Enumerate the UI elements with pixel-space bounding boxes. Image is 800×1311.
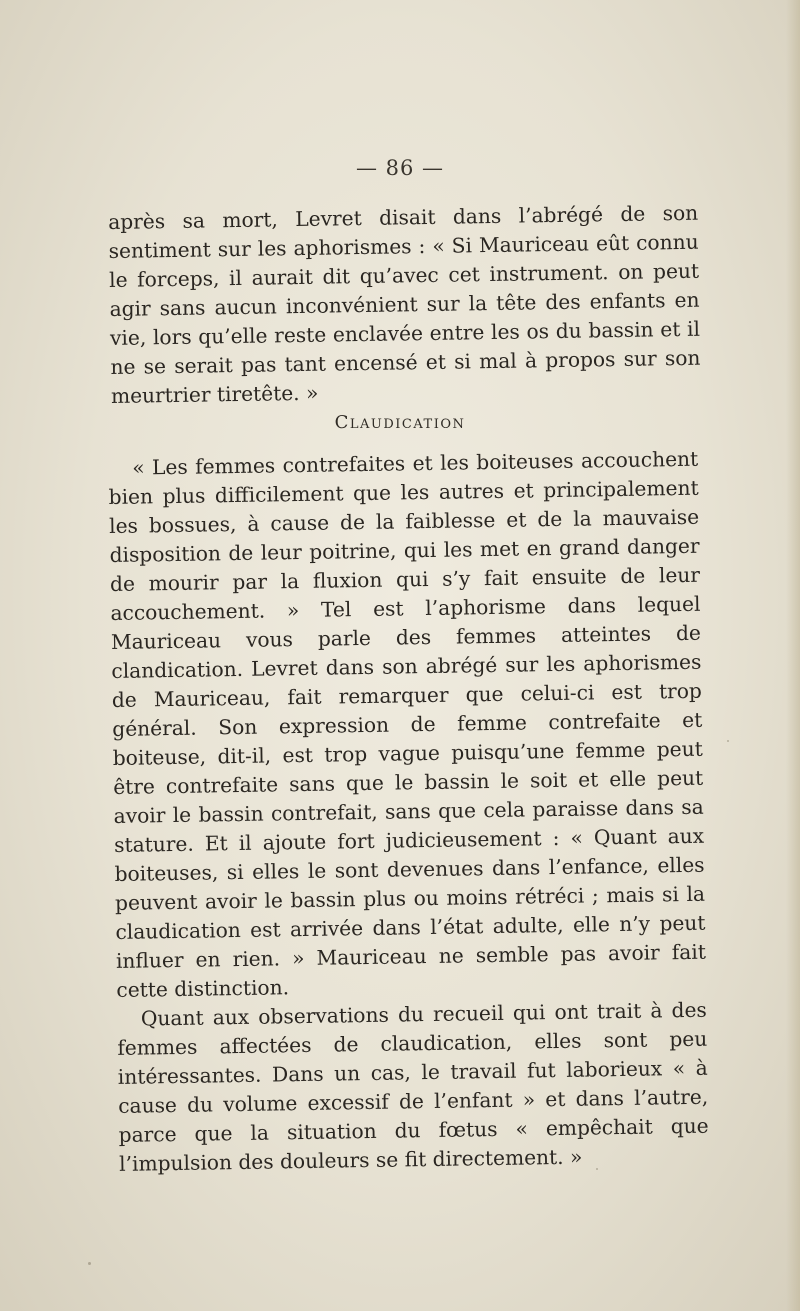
paper-speck [727, 740, 729, 742]
paper-speck [88, 1262, 91, 1265]
paper-speck [596, 1168, 598, 1170]
page-number: — 86 — [355, 156, 445, 180]
paragraph-aphorism: « Les femmes contrefaites et les boiteuses accouchent bien plus difficilement que les autres et principalement les bossues, à cause de la faiblesse et de la mauvaise disposition de leur poitrine, qui les met en grand danger de mourir par la fluxion qui s’y fait ensuite de leur accouchement. » Tel est l’aphorisme dans lequel Mauriceau vous parle des femmes atteintes de clandication. Levret dans son abrégé sur les aphorismes de Mauriceau, fait remarquer que celui-ci est trop général. Son expression de femme contrefaite et boiteuse, dit-il, est trop vague puisqu’une femme peut être contrefaite sans que le bassin le soit et elle peut avoir le bassin contrefait, sans que cela paraisse dans sa stature. Et il ajoute fort judicieusement : « Quant aux boiteuses, si elles le sont devenues dans l’enfance, elles peuvent avoir le bassin plus ou moins rétréci ; mais si la claudication est arrivée dans l’état adulte, elle n’y peut influer en rien. » Mauriceau ne semble pas avoir fait cette distinction. [108, 446, 707, 1002]
text-block-section [108, 445, 709, 1179]
page-edge-shadow [786, 0, 800, 1311]
paragraph-continuation: après sa mort, Levret disait dans l’abrégé de son sentiment sur les aphorismes : « Si Mauriceau eût connu le forceps, il aurait dit qu’avec cet instrument. on peut agir sans aucun inconvénient sur la tête des enfants en vie, lors qu’elle reste enclavée entre les os du bassin et il ne se serait pas tant encensé et si mal à propos sur son meurtrier tiretête. » [108, 200, 701, 408]
text-block-top [108, 199, 701, 411]
paragraph-observations: Quant aux observations du recueil qui ont trait à des femmes affectées de claudication, elles sont peu intéressantes. Dans un cas, le travail fut laborieux « à cause du volume excessif de l’enfant » et dans l’autre, parce que la situation du fœtus « empêchait que l’impulsion des douleurs se fit directement. » [117, 997, 709, 1176]
paper-speck [452, 1102, 454, 1105]
section-heading: Claudication [334, 412, 466, 433]
